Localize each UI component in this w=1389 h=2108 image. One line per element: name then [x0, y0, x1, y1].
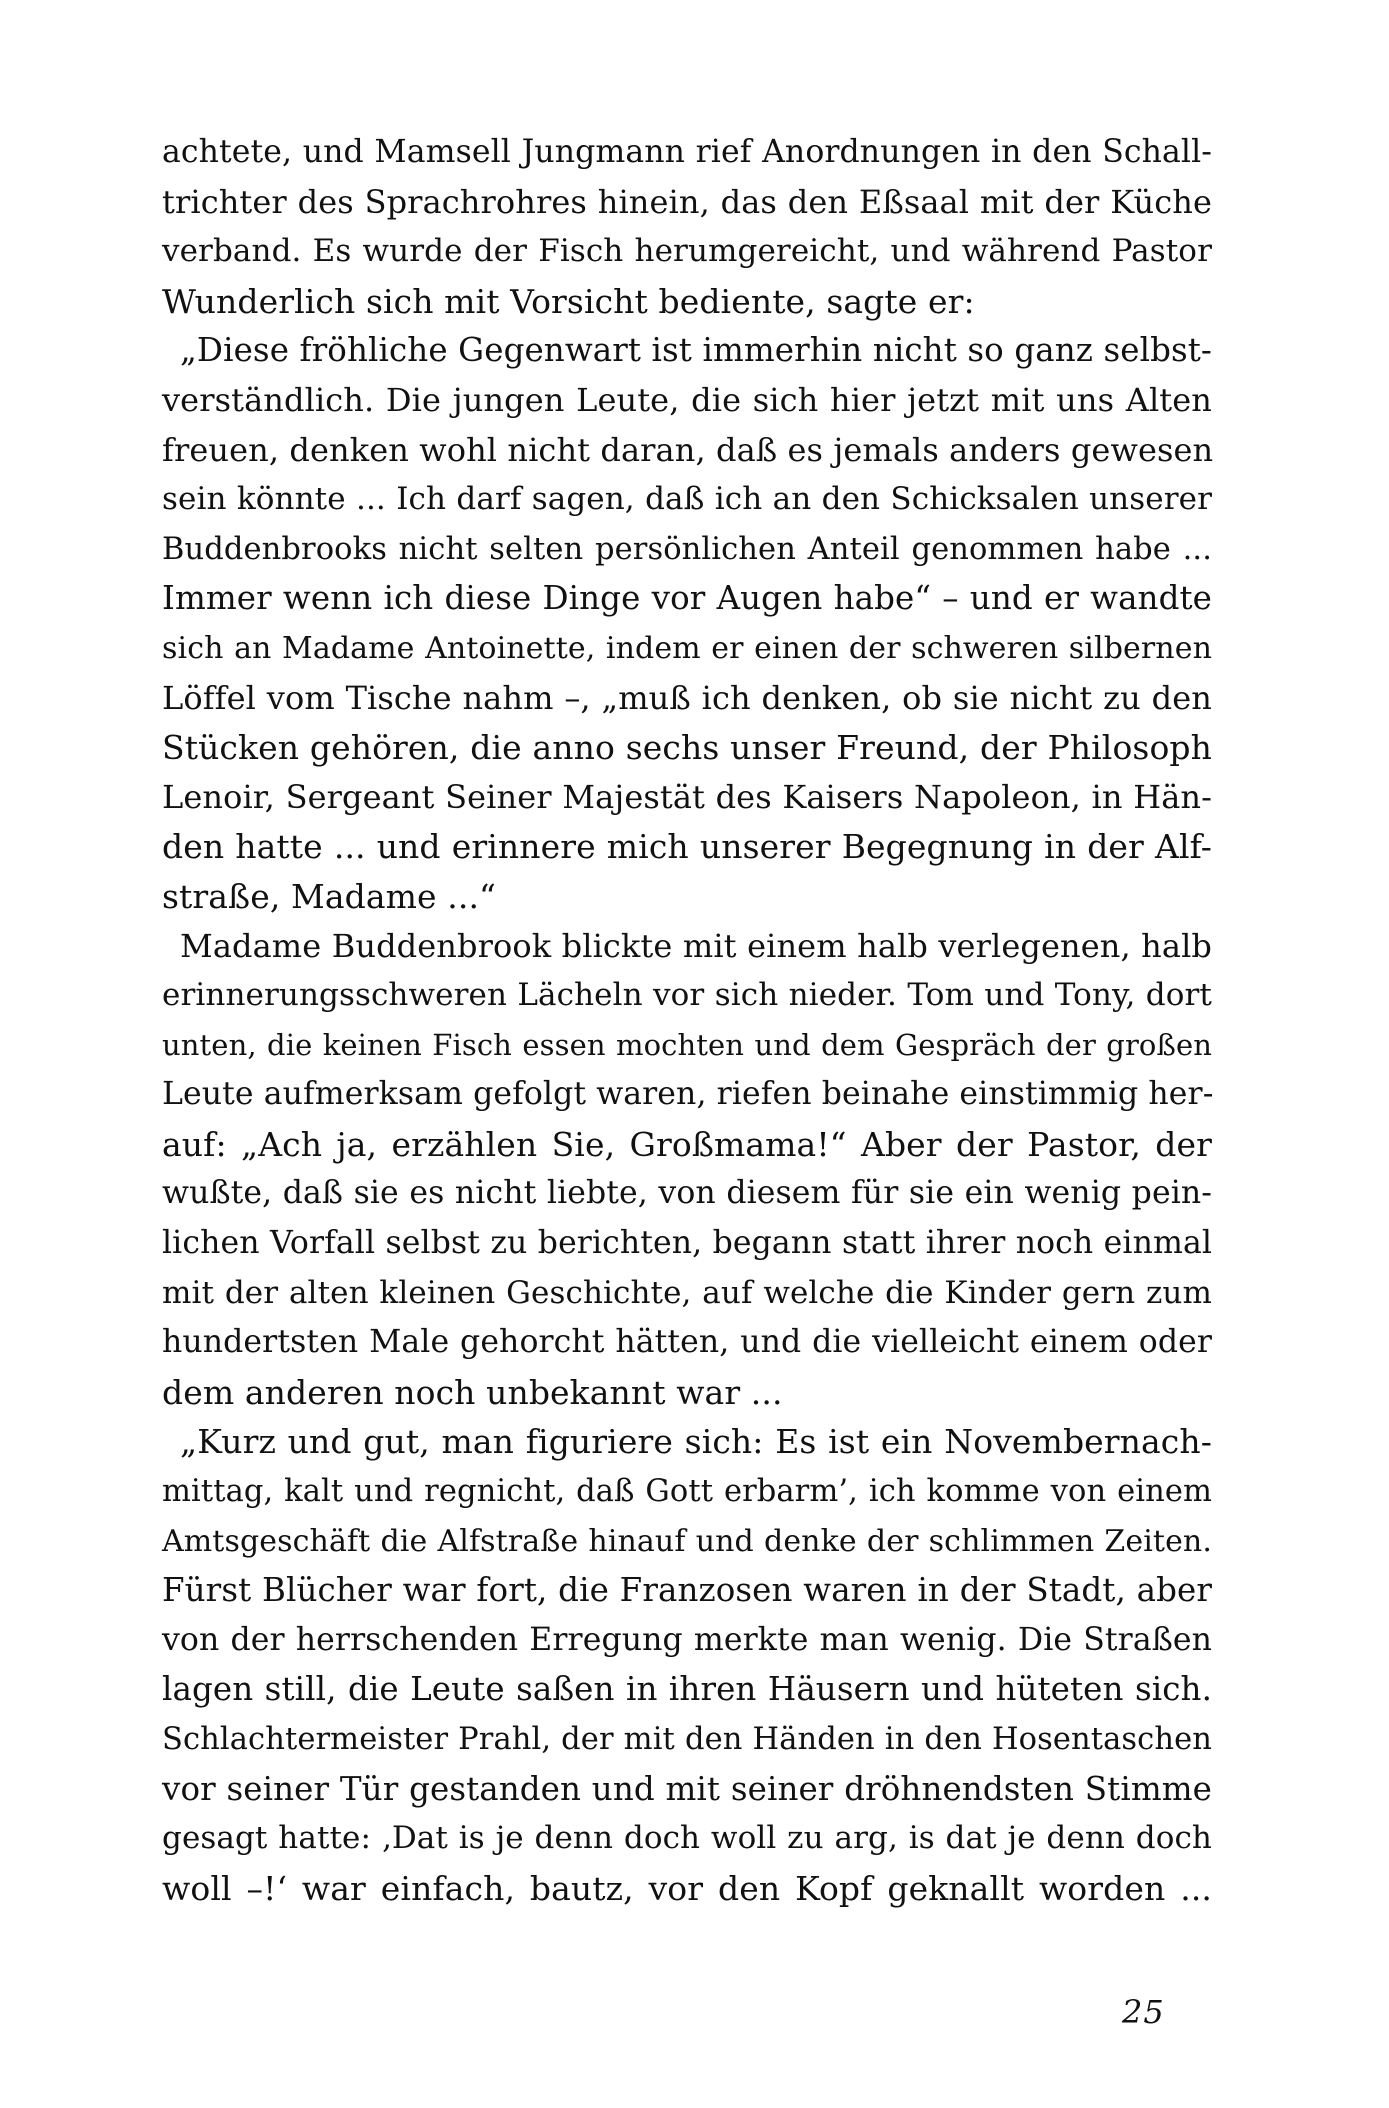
text-line: hundertsten Male gehorcht hätten, und die vielleicht einem oder	[162, 1324, 1212, 1361]
text-line: mittag, kalt und regnicht, daß Gott erbarm’, ich komme von einem	[162, 1474, 1212, 1510]
text-line: Stücken gehören, die anno sechs unser Freund, der Philosoph	[162, 728, 1212, 768]
text-line: sich an Madame Antoinette, indem er einen der schweren silbernen	[162, 630, 1212, 666]
text-line: unten, die keinen Fisch essen mochten und dem Gespräch der großen	[162, 1027, 1212, 1062]
text-line: den hatte ... und erinnere mich unserer Begegnung in der Alf-	[162, 827, 1212, 867]
text-line: gesagt hatte: ‚Dat is je denn doch woll zu arg, is dat je denn doch	[162, 1820, 1212, 1857]
text-line: verband. Es wurde der Fisch herumgereicht, und während Pastor	[162, 233, 1212, 270]
text-line: Madame Buddenbrook blickte mit einem halb verlegenen, halb	[180, 926, 1212, 965]
text-line: dem anderen noch unbekannt war ...	[162, 1372, 783, 1412]
text-line: Wunderlich sich mit Vorsicht bediente, sagte er:	[162, 281, 975, 321]
text-line: von der herrschenden Erregung merkte man wenig. Die Straßen	[162, 1621, 1212, 1658]
text-line: Schlachtermeister Prahl, der mit den Händen in den Hosentaschen	[162, 1722, 1212, 1757]
text-line: Immer wenn ich diese Dinge vor Augen habe“ – und er wandte	[162, 579, 1212, 618]
text-line: trichter des Sprachrohres hinein, das den Eßsaal mit der Küche	[162, 182, 1212, 221]
book-page	[162, 128, 1212, 2088]
text-line: Fürst Blücher war fort, die Franzosen waren in der Stadt, aber	[162, 1571, 1212, 1610]
text-line: Amtsgeschäft die Alfstraße hinauf und denke der schlimmen Zeiten.	[162, 1523, 1212, 1559]
text-line: freuen, denken wohl nicht daran, daß es jemals anders gewesen	[162, 430, 1214, 469]
page-number: 25	[1122, 1993, 1165, 2031]
text-line: straße, Madame ...“	[162, 876, 497, 916]
text-line: Löffel vom Tische nahm –, „muß ich denken, ob sie nicht zu den	[162, 678, 1212, 717]
body-text	[162, 128, 1212, 1913]
text-line: wußte, daß sie es nicht liebte, von diesem für sie ein wenig pein-	[162, 1175, 1212, 1212]
text-line: „Kurz und gut, man figuriere sich: Es ist ein Novembernach-	[180, 1422, 1212, 1462]
text-line: Lenoir, Sergeant Seiner Majestät des Kaisers Napoleon, in Hän-	[162, 777, 1212, 816]
text-line: achtete, und Mamsell Jungmann rief Anordnungen in den Schall-	[162, 134, 1212, 170]
text-line: Buddenbrooks nicht selten persönlichen Anteil genommen habe ...	[162, 531, 1212, 567]
text-line: woll –!‘ war einfach, bautz, vor den Kopf geknallt worden ...	[162, 1868, 1212, 1908]
text-line: auf: „Ach ja, erzählen Sie, Großmama!“ Aber der Pastor, der	[162, 1124, 1212, 1164]
text-line: „Diese fröhliche Gegenwart ist immerhin nicht so ganz selbst-	[180, 331, 1212, 370]
text-line: lichen Vorfall selbst zu berichten, begann statt ihrer noch einmal	[162, 1225, 1212, 1262]
text-line: erinnerungsschweren Lächeln vor sich nieder. Tom und Tony, dort	[162, 977, 1212, 1014]
text-line: sein könnte ... Ich darf sagen, daß ich an den Schicksalen unserer	[162, 481, 1212, 518]
text-line: Leute aufmerksam gefolgt waren, riefen beinahe einstimmig her-	[162, 1076, 1214, 1113]
text-line: vor seiner Tür gestanden und mit seiner dröhnendsten Stimme	[162, 1769, 1212, 1808]
text-line: verständlich. Die jungen Leute, die sich hier jetzt mit uns Alten	[162, 380, 1212, 419]
text-line: mit der alten kleinen Geschichte, auf welche die Kinder gern zum	[162, 1274, 1212, 1311]
text-line: lagen still, die Leute saßen in ihren Häusern und hüteten sich.	[162, 1670, 1212, 1709]
